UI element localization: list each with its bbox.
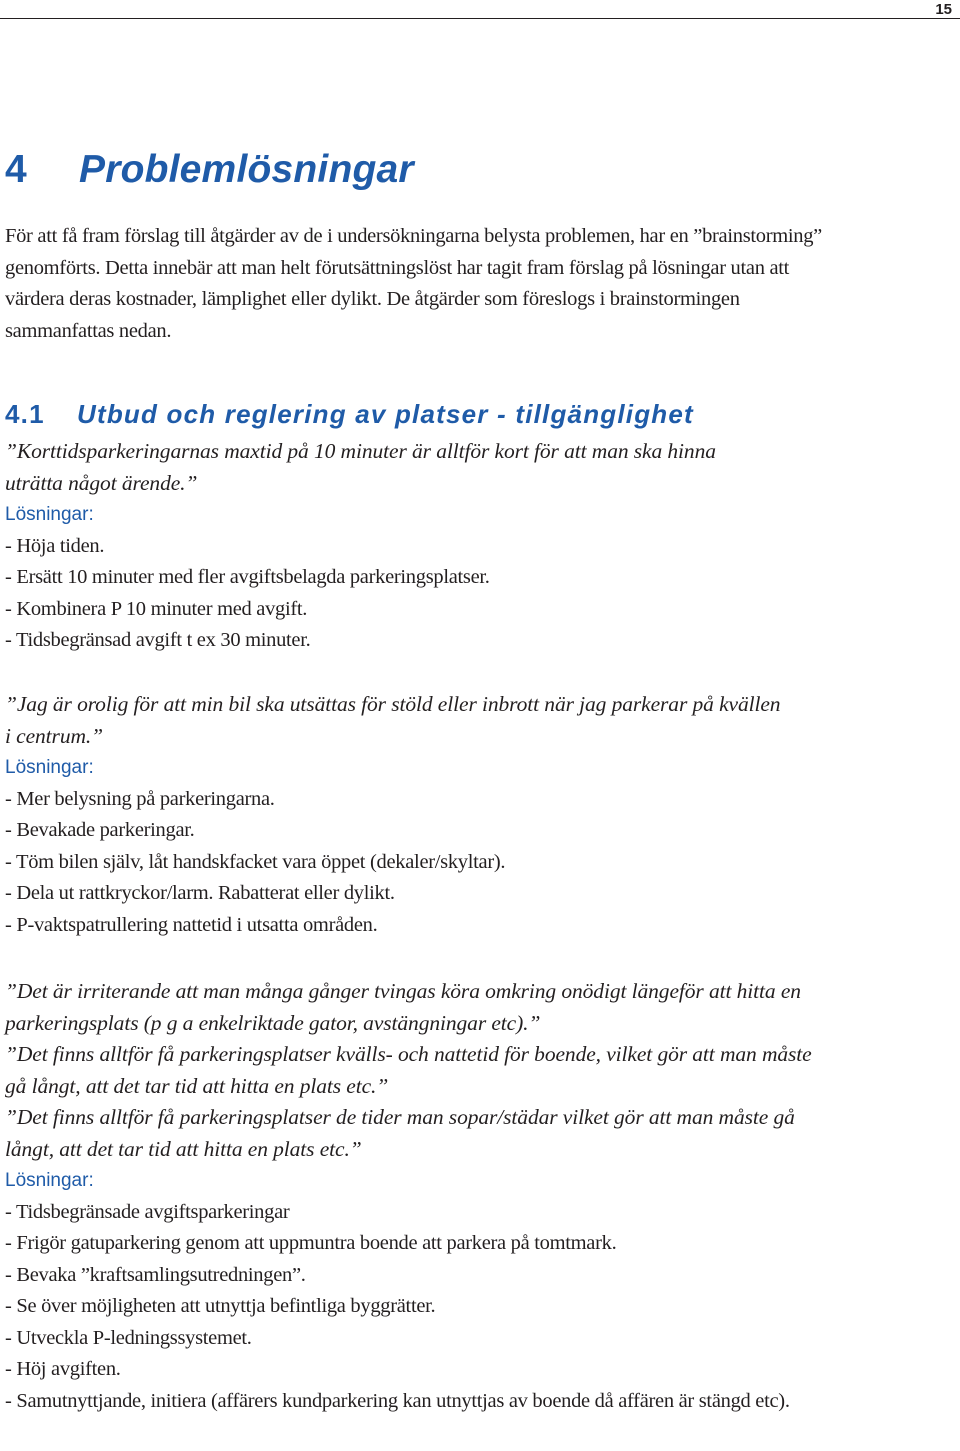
list-item: - Tidsbegränsade avgiftsparkeringar	[5, 1200, 290, 1223]
solutions-label: Lösningar:	[5, 1170, 94, 1191]
section-title: Utbud och reglering av platser - tillgänglighet	[77, 399, 694, 429]
problem-quote: ”Det finns alltför få parkeringsplatser kvälls- och nattetid för boende, vilket gör att man måste gå långt, att det tar tid att hitta en plats etc.”	[5, 1042, 812, 1098]
list-item: - Höj avgiften.	[5, 1358, 121, 1380]
solutions-label: Lösningar:	[5, 504, 94, 525]
problem-quote: ”Det finns alltför få parkeringsplatser de tider man sopar/städar vilket gör att man måste gå långt, att det tar tid att hitta en plats etc.”	[5, 1105, 795, 1161]
list-item: - Bevaka ”kraftsamlingsutredningen”.	[5, 1263, 306, 1286]
problem-block-3	[5, 976, 945, 1417]
section-heading	[5, 399, 694, 430]
chapter-title: Problemlösningar	[79, 148, 414, 191]
chapter-heading	[5, 148, 414, 192]
problem-block-1	[5, 436, 945, 657]
list-item: - Dela ut rattkryckor/larm. Rabatterat eller dylikt.	[5, 882, 395, 904]
list-item: - Frigör gatuparkering genom att uppmuntra boende att parkera på tomtmark.	[5, 1232, 617, 1254]
solutions-label: Lösningar:	[5, 757, 94, 778]
list-item: - Kombinera P 10 minuter med avgift.	[5, 597, 308, 620]
chapter-intro: För att få fram förslag till åtgärder av de i undersökningarna belysta problemen, har en ”brainstorming” genomförts. Detta innebär att man helt förutsättningslöst har tagit fram förslag på lösningar utan att värdera deras kostnader, lämplighet eller dylikt. De åtgärder som föreslogs i brainstormingen sammanfattas nedan.	[5, 225, 822, 342]
list-item: - Töm bilen själv, låt handskfacket vara öppet (dekaler/skyltar).	[5, 850, 506, 873]
page-number: 15	[935, 1, 952, 18]
list-item: - Mer belysning på parkeringarna.	[5, 787, 275, 810]
section-number: 4.1	[5, 399, 45, 429]
list-item: - Tidsbegränsad avgift t ex 30 minuter.	[5, 629, 311, 651]
list-item: - Höja tiden.	[5, 534, 105, 557]
list-item: - Samutnyttjande, initiera (affärers kundparkering kan utnyttjas av boende då affären är stängd etc).	[5, 1389, 790, 1412]
problem-quote: ”Korttidsparkeringarnas maxtid på 10 minuter är alltför kort för att man ska hinna uträtta något ärende.”	[5, 439, 716, 495]
list-item: - Ersätt 10 minuter med fler avgiftsbelagda parkeringsplatser.	[5, 566, 490, 588]
list-item: - Bevakade parkeringar.	[5, 819, 195, 841]
header-rule	[0, 18, 960, 19]
solutions-list	[5, 531, 945, 657]
list-item: - Utveckla P-ledningssystemet.	[5, 1326, 252, 1349]
solutions-list	[5, 1197, 945, 1418]
problem-block-2	[5, 689, 945, 941]
list-item: - Se över möjligheten att utnyttja befintliga byggrätter.	[5, 1295, 436, 1317]
chapter-number: 4	[5, 148, 27, 191]
solutions-list	[5, 784, 945, 942]
problem-quote: ”Jag är orolig för att min bil ska utsättas för stöld eller inbrott när jag parkerar på kvällen i centrum.”	[5, 692, 781, 748]
list-item: - P-vaktspatrullering nattetid i utsatta områden.	[5, 913, 378, 936]
problem-quote: ”Det är irriterande att man många gånger tvingas köra omkring onödigt längeför att hitta en parkeringsplats (p g a enkelriktade gator, avstängningar etc).”	[5, 979, 801, 1035]
